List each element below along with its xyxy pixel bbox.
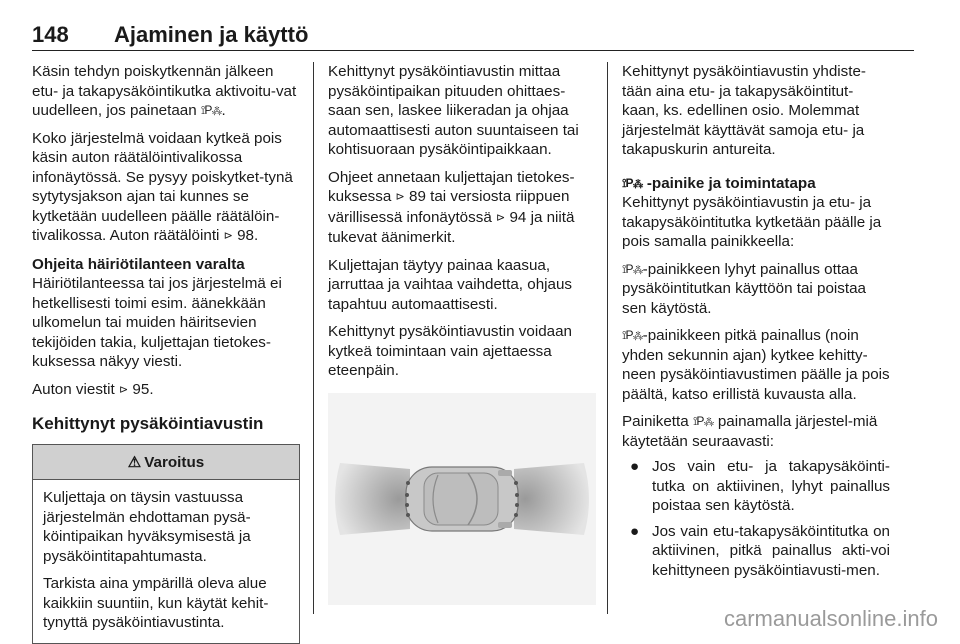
header-rule: [32, 50, 914, 51]
paragraph: Kuljettajan täytyy painaa kaasua, jarruttaa ja vaihtaa vaihdetta, ohjaus tapahtuu automaattisesti.: [328, 256, 573, 313]
bullet-icon: ●: [630, 522, 640, 540]
watermark: carmanualsonline.info: [723, 606, 938, 631]
column-1: [32, 62, 300, 644]
column-2: [328, 62, 596, 605]
paragraph: ⟟P⁂-painikkeen pitkä painallus (noin yhden sekunnin ajan) kytkee kehitty-neen pysäköintiavustimen päälle ja pois päältä, katso erillistä kuvausta alla.: [622, 327, 890, 403]
page-number: 148: [32, 22, 69, 47]
column-divider: [607, 62, 608, 614]
paragraph: Painiketta ⟟P⁂ painamalla järjestel-miä käytetään seuraavasti:: [622, 413, 878, 450]
page-link[interactable]: 94 ja niitä tukevat äänimerkit.: [328, 208, 575, 246]
column-3: [622, 62, 890, 586]
paragraph: Auton viestit ⊳ 95.: [32, 380, 300, 401]
column-divider: [313, 62, 314, 614]
list-item: ● Jos vain etu-takapysäköintitutka on aktiivinen, pitkä painallus akti-voi kehittyneen pysäköintiavusti-men.: [630, 522, 890, 579]
warning-header: [33, 445, 299, 481]
bullet-list: [622, 457, 890, 580]
warning-body: [33, 480, 299, 643]
list-item: ● Jos vain etu- ja takapysäköinti-tutka on aktiivinen, lyhyt painallus poistaa sen käytöstä.: [630, 458, 890, 514]
subheading: ⟟P⁂ -painike ja toimintatapa: [622, 174, 816, 192]
paragraph: Kehittynyt pysäköintiavustin voidaan kytkeä toimintaan vain ajettaessa eteenpäin.: [328, 323, 572, 379]
parking-button-icon: ⟟P⁂: [200, 103, 222, 117]
car-top-view-icon: [328, 393, 596, 605]
paragraph: ⟟P⁂-painikkeen lyhyt painallus ottaa pysäköintitutkan käyttöön tai poistaa sen käytöstä.: [622, 260, 866, 317]
subheading: Ohjeita häiriötilanteen varalta: [32, 255, 245, 273]
warning-box: [32, 444, 300, 644]
page-reference-icon: ⊳: [395, 191, 405, 203]
paragraph: Koko järjestelmä voidaan kytkeä pois käsin auton räätälöintivalikossa infonäytössä. Se pysyy poiskytket-tynä sytytysjakson ajan tai kunnes se kytketään uudelleen päälle räätälöin-tivalikossa. Auton räätälöinti ⊳ 98.: [32, 129, 300, 247]
parking-button-icon: ⟟P⁂: [622, 328, 643, 342]
car-body: [406, 467, 518, 531]
paragraph: Häiriötilanteessa tai jos järjestelmä ei hetkellisesti toimi esim. äänekkään ulkomelun tai muiden häiritsevien tekijöiden takia, kuljettajan tietokes-kuksessa näkyy viesti.: [32, 275, 282, 370]
parking-button-icon: ⟟P⁂: [622, 175, 643, 190]
paragraph: Ohjeet annetaan kuljettajan tietokes-kuksessa ⊳ 89 tai versiosta riippuen värillisessä infonäytössä ⊳ 94 ja niitä tukevat äänimerkit.: [328, 168, 575, 246]
parking-button-icon: ⟟P⁂: [692, 414, 714, 428]
car-sensor-illustration: [328, 393, 596, 605]
paragraph: Kehittynyt pysäköintiavustin mittaa pysäköintipaikan pituuden ohittaes-saan sen, laskee liikeradan ja ohjaa automaattisesti auton suuntaiseen tai kohtisuoraan pysäköintipaikkaan.: [328, 63, 579, 158]
page-reference-icon: ⊳: [118, 383, 129, 396]
warning-text: Kuljettaja on täysin vastuussa järjestelmän ehdottaman pysä-köintipaikan hyväksymisestä ja pysäköintitapahtumasta.: [43, 489, 251, 565]
rear-sensor-field: [335, 463, 410, 535]
paragraph: Kehittynyt pysäköintiavustin yhdiste-tään aina etu- ja takapysäköintitut-kaan, ks. edellinen osio. Molemmat järjestelmät käyttävät samoja etu- ja takapuskurin antureita.: [622, 63, 866, 158]
parking-button-icon: ⟟P⁂: [622, 261, 643, 276]
front-sensor-field: [514, 463, 589, 535]
page-title: Ajaminen ja käyttö: [114, 22, 309, 47]
warning-title: Varoitus: [144, 453, 205, 471]
paragraph: Kehittynyt pysäköintiavustin ja etu- ja takapysäköintitutka kytketään päälle ja pois samalla painikkeella:: [622, 194, 882, 250]
page-reference-icon: ⊳: [496, 211, 506, 224]
bullet-icon: ●: [630, 458, 640, 475]
page-reference-icon: ⊳: [223, 230, 233, 242]
page-header: [32, 22, 914, 52]
paragraph: Käsin tehdyn poiskytkennän jälkeen etu- ja takapysäköintikutka aktivoitu-vat uudelleen, jos painetaan ⟟P⁂.: [32, 63, 297, 119]
warning-text: Tarkista aina ympärillä oleva alue kaikkiin suuntiin, kun käytät kehit-tynyttä pysäköintiavustinta.: [43, 575, 269, 631]
warning-triangle-icon: ⚠: [127, 453, 142, 471]
page-link[interactable]: 89 tai versiosta riippuen värillisessä infonäytössä: [328, 188, 570, 226]
page-link[interactable]: 95.: [132, 380, 154, 398]
page-link[interactable]: 98.: [237, 227, 259, 244]
section-heading: Kehittynyt pysäköintiavustin: [32, 414, 264, 433]
